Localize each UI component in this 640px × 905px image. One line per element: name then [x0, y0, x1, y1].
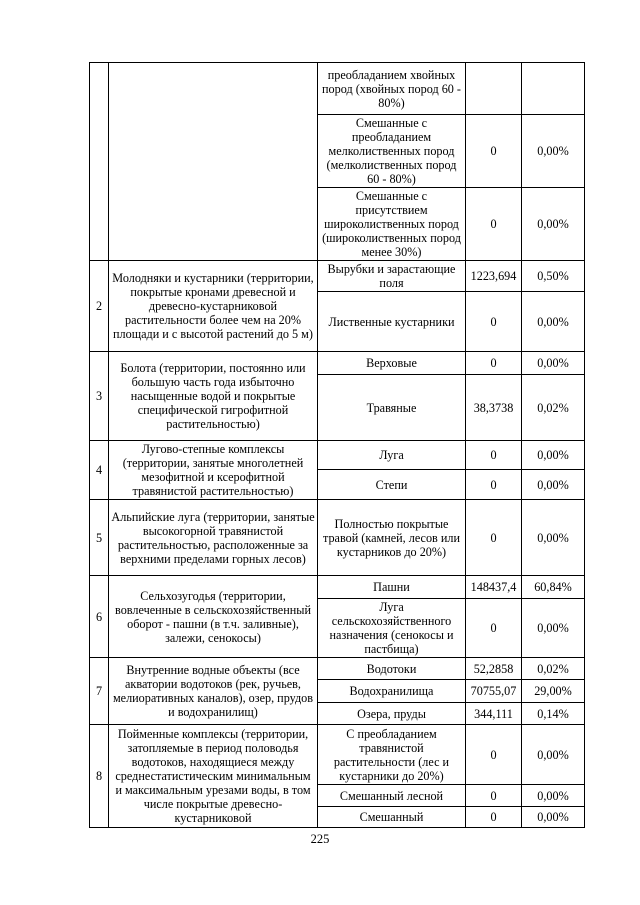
area-cell: 0 — [466, 470, 522, 500]
area-cell: 1223,694 — [466, 261, 522, 292]
subtype-cell: Луга сельскохозяйственного назначения (сенокосы и пастбища) — [318, 599, 466, 658]
subtype-cell: Озера, пруды — [318, 703, 466, 725]
subtype-cell: Травяные — [318, 375, 466, 441]
category-cell: Сельхозугодья (территории, вовлеченные в сельскохозяйственный оборот - пашни (в т.ч. заливные), залежи, сенокосы) — [109, 576, 318, 658]
row-number: 3 — [90, 352, 109, 441]
area-cell: 0 — [466, 188, 522, 261]
area-cell: 70755,07 — [466, 680, 522, 703]
subtype-cell: Полностью покрытые травой (камней, лесов или кустарников до 20%) — [318, 500, 466, 576]
area-cell: 0 — [466, 785, 522, 807]
table-row — [90, 658, 585, 680]
table-row — [90, 500, 585, 576]
subtype-cell: Смешанные с преобладанием мелколиственных пород (мелколиственных пород 60 - 80%) — [318, 115, 466, 188]
row-number: 7 — [90, 658, 109, 725]
subtype-cell: Верховые — [318, 352, 466, 375]
area-cell: 0 — [466, 292, 522, 352]
percent-cell: 29,00% — [522, 680, 585, 703]
table-row — [90, 63, 585, 115]
subtype-cell: Пашни — [318, 576, 466, 599]
row-number: 6 — [90, 576, 109, 658]
category-cell: Альпийские луга (территории, занятые высокогорной травянистой растительностью, расположенные за верхними пределами горных лесов) — [109, 500, 318, 576]
percent-cell: 0,00% — [522, 470, 585, 500]
row-number: 4 — [90, 441, 109, 500]
area-cell: 38,3738 — [466, 375, 522, 441]
area-cell: 0 — [466, 807, 522, 828]
percent-cell — [522, 63, 585, 115]
percent-cell: 60,84% — [522, 576, 585, 599]
table-row — [90, 441, 585, 470]
row-number — [90, 63, 109, 261]
percent-cell: 0,00% — [522, 441, 585, 470]
category-cell — [109, 63, 318, 261]
category-cell: Болота (территории, постоянно или большую часть года избыточно насыщенные водой и покрытые специфической гигрофитной растительностью) — [109, 352, 318, 441]
subtype-cell: Смешанные с присутствием широколиственных пород (широколиственных пород менее 30%) — [318, 188, 466, 261]
subtype-cell: Степи — [318, 470, 466, 500]
category-cell: Лугово-степные комплексы (территории, занятые многолетней мезофитной и ксерофитной травянистой растительностью) — [109, 441, 318, 500]
percent-cell: 0,00% — [522, 352, 585, 375]
table-row — [90, 261, 585, 292]
percent-cell: 0,00% — [522, 188, 585, 261]
percent-cell: 0,50% — [522, 261, 585, 292]
percent-cell: 0,00% — [522, 292, 585, 352]
percent-cell: 0,00% — [522, 500, 585, 576]
area-cell: 0 — [466, 115, 522, 188]
area-cell: 0 — [466, 441, 522, 470]
page-number: 225 — [310, 832, 330, 846]
area-cell: 52,2858 — [466, 658, 522, 680]
row-number: 8 — [90, 725, 109, 828]
area-cell — [466, 63, 522, 115]
table-row — [90, 576, 585, 599]
subtype-cell: Луга — [318, 441, 466, 470]
area-cell: 0 — [466, 500, 522, 576]
subtype-cell: Вырубки и зарастающие поля — [318, 261, 466, 292]
percent-cell: 0,02% — [522, 375, 585, 441]
percent-cell: 0,00% — [522, 115, 585, 188]
area-cell: 0 — [466, 725, 522, 785]
area-cell: 0 — [466, 599, 522, 658]
subtype-cell: Смешанный лесной — [318, 785, 466, 807]
row-number: 5 — [90, 500, 109, 576]
row-number: 2 — [90, 261, 109, 352]
subtype-cell: С преобладанием травянистой растительности (лес и кустарники до 20%) — [318, 725, 466, 785]
area-cell: 344,111 — [466, 703, 522, 725]
area-cell: 148437,4 — [466, 576, 522, 599]
percent-cell: 0,00% — [522, 599, 585, 658]
category-cell: Пойменные комплексы (территории, затопляемые в период половодья водотоков, находящиеся между среднестатистическим минимальным и максимальным урезами воды, в том числе покрытые древесно-кустарниковой — [109, 725, 318, 828]
area-cell: 0 — [466, 352, 522, 375]
subtype-cell: Водохранилища — [318, 680, 466, 703]
table-row — [90, 352, 585, 375]
percent-cell: 0,14% — [522, 703, 585, 725]
percent-cell: 0,00% — [522, 785, 585, 807]
subtype-cell: Лиственные кустарники — [318, 292, 466, 352]
table-row — [90, 725, 585, 785]
land-cover-table — [89, 62, 585, 828]
subtype-cell: Смешанный — [318, 807, 466, 828]
category-cell: Молодняки и кустарники (территории, покрытые кронами древесной и древесно-кустарниковой растительности более чем на 20% площади и с высотой растений до 5 м) — [109, 261, 318, 352]
subtype-cell: преобладанием хвойных пород (хвойных пород 60 - 80%) — [318, 63, 466, 115]
category-cell: Внутренние водные объекты (все акватории водотоков (рек, ручьев, мелиоративных каналов), озер, прудов и водохранилищ) — [109, 658, 318, 725]
percent-cell: 0,00% — [522, 807, 585, 828]
percent-cell: 0,02% — [522, 658, 585, 680]
percent-cell: 0,00% — [522, 725, 585, 785]
subtype-cell: Водотоки — [318, 658, 466, 680]
